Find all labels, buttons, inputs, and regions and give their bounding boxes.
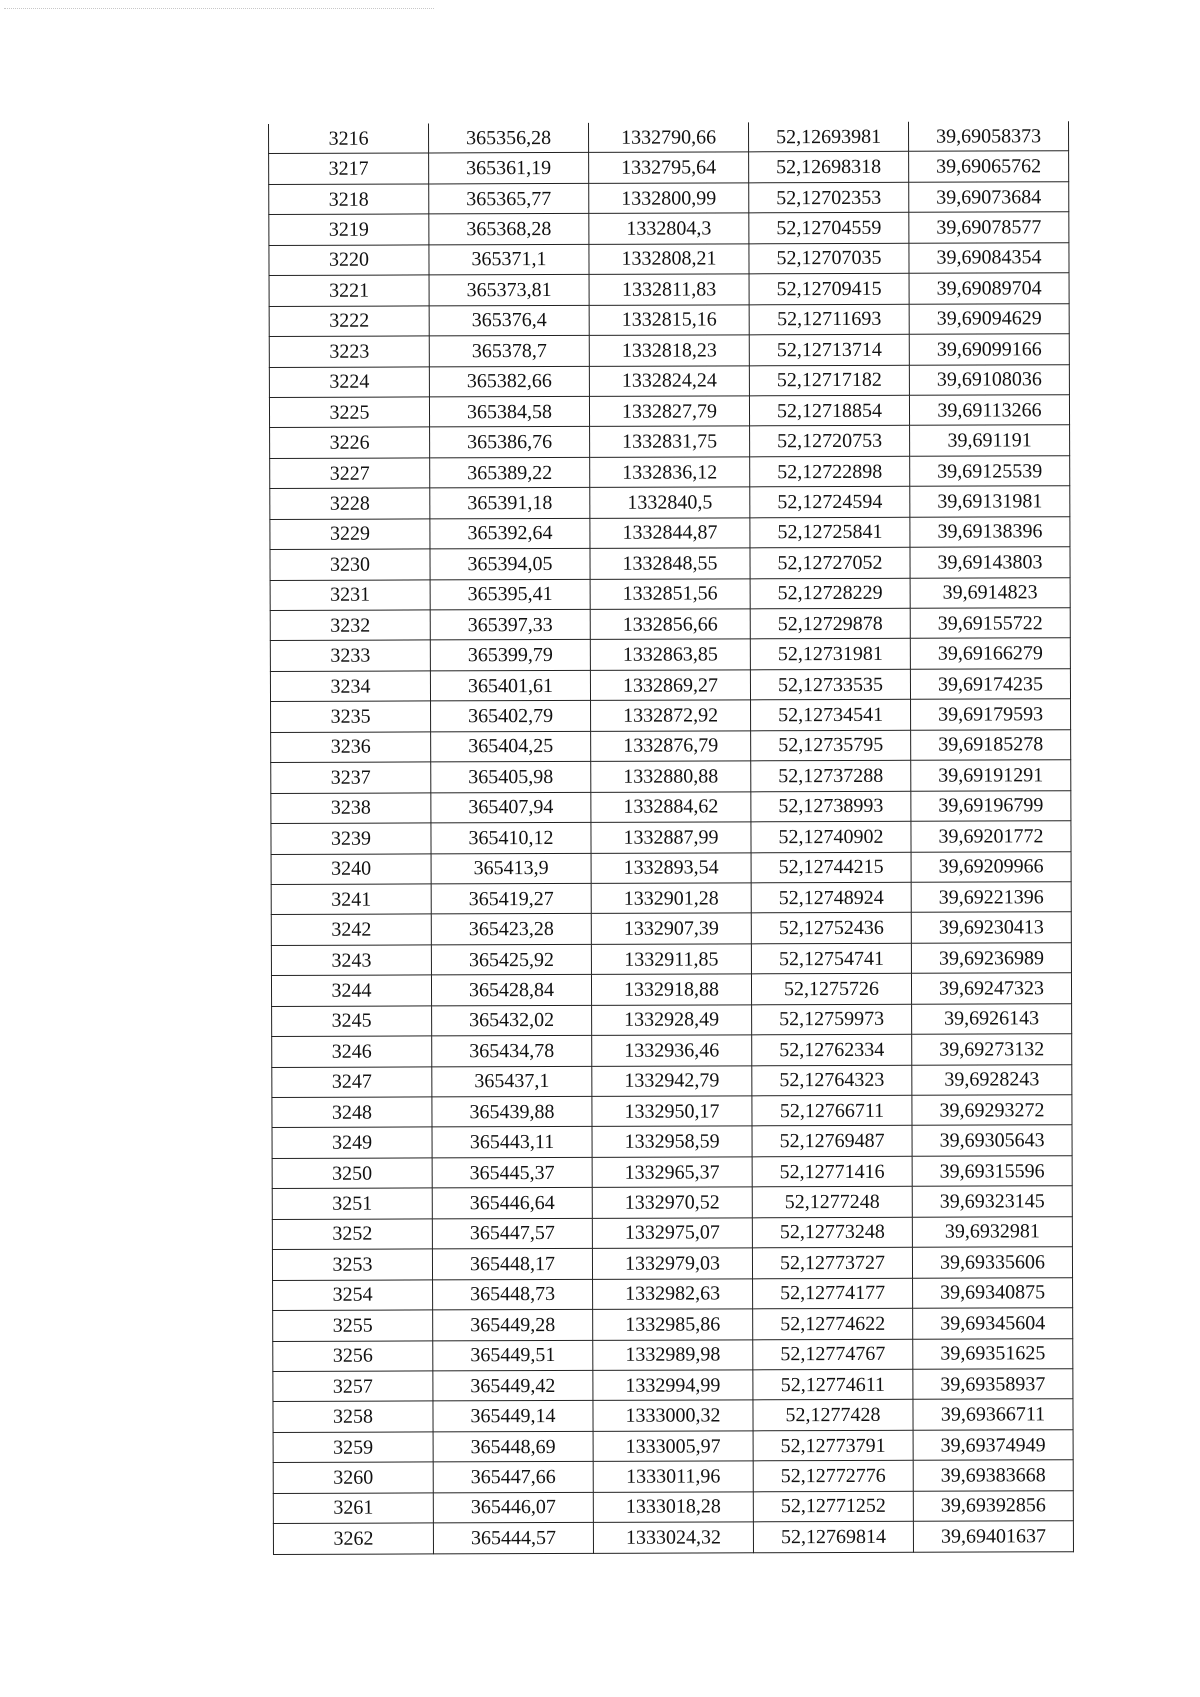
x-coordinate-cell: 365373,81	[429, 275, 589, 306]
x-coordinate-cell: 365445,37	[432, 1157, 592, 1188]
point-number-cell: 3220	[269, 245, 429, 276]
latitude-cell: 52,12702353	[749, 182, 909, 213]
y-coordinate-cell: 1332994,99	[593, 1370, 753, 1401]
latitude-cell: 52,12773248	[752, 1217, 912, 1248]
latitude-cell: 52,1275726	[751, 974, 911, 1005]
point-number-cell: 3260	[273, 1462, 433, 1493]
y-coordinate-cell: 1332824,24	[589, 365, 749, 396]
y-coordinate-cell: 1332811,83	[589, 274, 749, 305]
table-row	[270, 547, 1070, 580]
table-row	[271, 760, 1071, 793]
y-coordinate-cell: 1332863,85	[590, 639, 750, 670]
longitude-cell: 39,69366711	[913, 1399, 1073, 1430]
latitude-cell: 52,12709415	[749, 273, 909, 304]
y-coordinate-cell: 1332876,79	[591, 731, 751, 762]
latitude-cell: 52,1277428	[753, 1400, 913, 1431]
table-row	[271, 699, 1071, 732]
x-coordinate-cell: 365449,28	[433, 1309, 593, 1340]
y-coordinate-cell: 1332880,88	[591, 761, 751, 792]
longitude-cell: 39,6932981	[912, 1216, 1072, 1247]
longitude-cell: 39,69273132	[912, 1034, 1072, 1065]
table-row	[273, 1308, 1073, 1341]
longitude-cell: 39,69230413	[911, 912, 1071, 943]
latitude-cell: 52,12773727	[752, 1247, 912, 1278]
longitude-cell: 39,69358937	[913, 1369, 1073, 1400]
latitude-cell: 52,12713714	[749, 334, 909, 365]
x-coordinate-cell: 365448,17	[432, 1249, 592, 1280]
point-number-cell: 3254	[273, 1280, 433, 1311]
y-coordinate-cell: 1332818,23	[589, 335, 749, 366]
x-coordinate-cell: 365382,66	[429, 366, 589, 397]
y-coordinate-cell: 1332979,03	[592, 1248, 752, 1279]
latitude-cell: 52,12718854	[749, 395, 909, 426]
point-number-cell: 3242	[271, 914, 431, 945]
latitude-cell: 52,12724594	[750, 487, 910, 518]
latitude-cell: 52,12764323	[752, 1065, 912, 1096]
x-coordinate-cell: 365448,69	[433, 1431, 593, 1462]
longitude-cell: 39,69166279	[910, 638, 1070, 669]
x-coordinate-cell: 365449,51	[433, 1340, 593, 1371]
table-row	[271, 851, 1071, 884]
y-coordinate-cell: 1333005,97	[593, 1431, 753, 1462]
latitude-cell: 52,12771416	[752, 1156, 912, 1187]
latitude-cell: 52,12771252	[753, 1491, 913, 1522]
x-coordinate-cell: 365392,64	[430, 518, 590, 549]
table-row	[273, 1338, 1073, 1371]
longitude-cell: 39,6928243	[912, 1064, 1072, 1095]
longitude-cell: 39,69196799	[911, 790, 1071, 821]
longitude-cell: 39,69351625	[913, 1338, 1073, 1369]
y-coordinate-cell: 1332827,79	[589, 396, 749, 427]
table-row	[273, 1277, 1073, 1310]
point-number-cell: 3259	[273, 1432, 433, 1463]
x-coordinate-cell: 365386,76	[430, 427, 590, 458]
x-coordinate-cell: 365389,22	[430, 457, 590, 488]
longitude-cell: 39,69201772	[911, 821, 1071, 852]
point-number-cell: 3244	[271, 975, 431, 1006]
y-coordinate-cell: 1333000,32	[593, 1400, 753, 1431]
longitude-cell: 39,69179593	[911, 699, 1071, 730]
x-coordinate-cell: 365391,18	[430, 488, 590, 519]
table-row	[273, 1460, 1073, 1493]
table-row	[270, 456, 1070, 489]
scan-artifact-line	[4, 8, 434, 10]
x-coordinate-cell: 365410,12	[431, 822, 591, 853]
y-coordinate-cell: 1332800,99	[589, 183, 749, 214]
point-number-cell: 3255	[273, 1310, 433, 1341]
y-coordinate-cell: 1332965,37	[592, 1157, 752, 1188]
latitude-cell: 52,12711693	[749, 304, 909, 335]
point-number-cell: 3248	[272, 1097, 432, 1128]
table-row	[270, 608, 1070, 641]
latitude-cell: 52,12729878	[750, 608, 910, 639]
latitude-cell: 52,12759973	[752, 1004, 912, 1035]
longitude-cell: 39,69315596	[912, 1156, 1072, 1187]
longitude-cell: 39,69131981	[910, 486, 1070, 517]
y-coordinate-cell: 1332836,12	[590, 457, 750, 488]
longitude-cell: 39,69392856	[913, 1490, 1073, 1521]
longitude-cell: 39,69058373	[908, 121, 1068, 151]
x-coordinate-cell: 365432,02	[432, 1005, 592, 1036]
point-number-cell: 3230	[270, 549, 430, 580]
x-coordinate-cell: 365443,11	[432, 1127, 592, 1158]
x-coordinate-cell: 365399,79	[430, 640, 590, 671]
longitude-cell: 39,69185278	[911, 729, 1071, 760]
y-coordinate-cell: 1332815,16	[589, 304, 749, 335]
latitude-cell: 52,12766711	[752, 1095, 912, 1126]
point-number-cell: 3226	[270, 427, 430, 458]
point-number-cell: 3217	[269, 153, 429, 184]
x-coordinate-cell: 365449,14	[433, 1401, 593, 1432]
table-row	[271, 943, 1071, 976]
table-row	[272, 1216, 1072, 1249]
longitude-cell: 39,69065762	[909, 151, 1069, 182]
x-coordinate-cell: 365361,19	[429, 153, 589, 184]
x-coordinate-cell: 365356,28	[428, 123, 588, 153]
table-row	[270, 516, 1070, 549]
x-coordinate-cell: 365434,78	[432, 1036, 592, 1067]
coordinates-table-container	[268, 121, 1073, 1554]
point-number-cell: 3238	[271, 793, 431, 824]
table-row	[269, 334, 1069, 367]
y-coordinate-cell: 1332970,52	[592, 1187, 752, 1218]
longitude-cell: 39,69221396	[911, 882, 1071, 913]
x-coordinate-cell: 365439,88	[432, 1096, 592, 1127]
latitude-cell: 52,12722898	[750, 456, 910, 487]
y-coordinate-cell: 1332907,39	[591, 913, 751, 944]
point-number-cell: 3251	[272, 1188, 432, 1219]
latitude-cell: 52,12698318	[749, 152, 909, 183]
y-coordinate-cell: 1332989,98	[593, 1339, 753, 1370]
point-number-cell: 3229	[270, 519, 430, 550]
point-number-cell: 3241	[271, 884, 431, 915]
x-coordinate-cell: 365384,58	[429, 396, 589, 427]
x-coordinate-cell: 365428,84	[431, 975, 591, 1006]
point-number-cell: 3258	[273, 1401, 433, 1432]
point-number-cell: 3247	[272, 1066, 432, 1097]
table-row	[269, 182, 1069, 215]
point-number-cell: 3216	[269, 123, 429, 153]
longitude-cell: 39,69125539	[910, 456, 1070, 487]
table-row	[271, 912, 1071, 945]
table-row	[269, 151, 1069, 184]
point-number-cell: 3261	[273, 1493, 433, 1524]
longitude-cell: 39,69108036	[909, 364, 1069, 395]
table-row	[269, 364, 1069, 397]
longitude-cell: 39,69174235	[910, 669, 1070, 700]
point-number-cell: 3235	[271, 701, 431, 732]
table-row	[270, 577, 1070, 610]
y-coordinate-cell: 1332901,28	[591, 883, 751, 914]
table-row	[272, 1186, 1072, 1219]
latitude-cell: 52,12735795	[751, 730, 911, 761]
table-row	[270, 425, 1070, 458]
latitude-cell: 52,12737288	[751, 760, 911, 791]
latitude-cell: 52,12752436	[751, 913, 911, 944]
longitude-cell: 39,69340875	[913, 1277, 1073, 1308]
point-number-cell: 3233	[270, 640, 430, 671]
table-row	[271, 973, 1071, 1006]
x-coordinate-cell: 365437,1	[432, 1066, 592, 1097]
point-number-cell: 3243	[271, 945, 431, 976]
y-coordinate-cell: 1332844,87	[590, 518, 750, 549]
point-number-cell: 3227	[270, 458, 430, 489]
longitude-cell: 39,69293272	[912, 1095, 1072, 1126]
point-number-cell: 3222	[269, 306, 429, 337]
latitude-cell: 52,1277248	[752, 1187, 912, 1218]
x-coordinate-cell: 365402,79	[431, 701, 591, 732]
longitude-cell: 39,69155722	[910, 608, 1070, 639]
point-number-cell: 3231	[270, 579, 430, 610]
x-coordinate-cell: 365446,64	[432, 1188, 592, 1219]
y-coordinate-cell: 1332872,92	[591, 700, 751, 731]
x-coordinate-cell: 365448,73	[433, 1279, 593, 1310]
x-coordinate-cell: 365376,4	[429, 305, 589, 336]
latitude-cell: 52,12744215	[751, 852, 911, 883]
latitude-cell: 52,12731981	[750, 639, 910, 670]
y-coordinate-cell: 1332808,21	[589, 244, 749, 275]
x-coordinate-cell: 365405,98	[431, 762, 591, 793]
x-coordinate-cell: 365447,57	[432, 1218, 592, 1249]
x-coordinate-cell: 365413,9	[431, 853, 591, 884]
point-number-cell: 3224	[269, 366, 429, 397]
longitude-cell: 39,69305643	[912, 1125, 1072, 1156]
point-number-cell: 3236	[271, 732, 431, 763]
y-coordinate-cell: 1332804,3	[589, 213, 749, 244]
x-coordinate-cell: 365446,07	[433, 1492, 593, 1523]
point-number-cell: 3252	[272, 1219, 432, 1250]
y-coordinate-cell: 1332985,86	[593, 1309, 753, 1340]
latitude-cell: 52,12769487	[752, 1126, 912, 1157]
table-row	[272, 1125, 1072, 1158]
x-coordinate-cell: 365368,28	[429, 214, 589, 245]
point-number-cell: 3223	[269, 336, 429, 367]
x-coordinate-cell: 365397,33	[430, 609, 590, 640]
latitude-cell: 52,12733535	[750, 669, 910, 700]
point-number-cell: 3219	[269, 214, 429, 245]
table-row	[269, 121, 1069, 154]
latitude-cell: 52,12707035	[749, 243, 909, 274]
longitude-cell: 39,69099166	[909, 334, 1069, 365]
latitude-cell: 52,12773791	[753, 1430, 913, 1461]
x-coordinate-cell: 365371,1	[429, 244, 589, 275]
latitude-cell: 52,12772776	[753, 1461, 913, 1492]
y-coordinate-cell: 1332851,56	[590, 578, 750, 609]
y-coordinate-cell: 1332918,88	[591, 974, 751, 1005]
point-number-cell: 3232	[270, 610, 430, 641]
latitude-cell: 52,12748924	[751, 882, 911, 913]
longitude-cell: 39,69374949	[913, 1430, 1073, 1461]
longitude-cell: 39,69401637	[913, 1521, 1073, 1552]
y-coordinate-cell: 1332869,27	[590, 670, 750, 701]
longitude-cell: 39,69335606	[912, 1247, 1072, 1278]
x-coordinate-cell: 365407,94	[431, 792, 591, 823]
longitude-cell: 39,69247323	[911, 973, 1071, 1004]
point-number-cell: 3250	[272, 1158, 432, 1189]
x-coordinate-cell: 365423,28	[431, 914, 591, 945]
latitude-cell: 52,12725841	[750, 517, 910, 548]
point-number-cell: 3249	[272, 1127, 432, 1158]
y-coordinate-cell: 1332840,5	[590, 487, 750, 518]
table-row	[271, 729, 1071, 762]
coordinates-table	[268, 121, 1074, 1554]
longitude-cell: 39,69089704	[909, 273, 1069, 304]
point-number-cell: 3246	[272, 1036, 432, 1067]
longitude-cell: 39,69143803	[910, 547, 1070, 578]
longitude-cell: 39,69236989	[911, 943, 1071, 974]
latitude-cell: 52,12693981	[748, 122, 908, 152]
latitude-cell: 52,12740902	[751, 821, 911, 852]
y-coordinate-cell: 1333011,96	[593, 1461, 753, 1492]
y-coordinate-cell: 1332893,54	[591, 852, 751, 883]
x-coordinate-cell: 365425,92	[431, 944, 591, 975]
point-number-cell: 3239	[271, 823, 431, 854]
x-coordinate-cell: 365449,42	[433, 1370, 593, 1401]
table-row	[272, 1156, 1072, 1189]
longitude-cell: 39,69138396	[910, 516, 1070, 547]
y-coordinate-cell: 1332982,63	[593, 1278, 753, 1309]
point-number-cell: 3257	[273, 1371, 433, 1402]
point-number-cell: 3221	[269, 275, 429, 306]
longitude-cell: 39,69073684	[909, 182, 1069, 213]
point-number-cell: 3256	[273, 1340, 433, 1371]
latitude-cell: 52,12754741	[751, 943, 911, 974]
y-coordinate-cell: 1332887,99	[591, 822, 751, 853]
point-number-cell: 3228	[270, 488, 430, 519]
y-coordinate-cell: 1332795,64	[589, 152, 749, 183]
table-row	[273, 1399, 1073, 1432]
point-number-cell: 3262	[273, 1523, 433, 1554]
table-row	[272, 1095, 1072, 1128]
y-coordinate-cell: 1333024,32	[593, 1522, 753, 1553]
point-number-cell: 3234	[270, 671, 430, 702]
table-row	[272, 1064, 1072, 1097]
x-coordinate-cell: 365395,41	[430, 579, 590, 610]
table-row	[271, 821, 1071, 854]
longitude-cell: 39,69383668	[913, 1460, 1073, 1491]
longitude-cell: 39,6914823	[910, 577, 1070, 608]
table-row	[269, 212, 1069, 245]
table-row	[273, 1369, 1073, 1402]
latitude-cell: 52,12727052	[750, 547, 910, 578]
x-coordinate-cell: 365401,61	[430, 670, 590, 701]
table-row	[270, 638, 1070, 671]
latitude-cell: 52,12769814	[753, 1521, 913, 1552]
latitude-cell: 52,12728229	[750, 578, 910, 609]
x-coordinate-cell: 365365,77	[429, 183, 589, 214]
table-row	[273, 1490, 1073, 1523]
table-row	[270, 486, 1070, 519]
point-number-cell: 3253	[272, 1249, 432, 1280]
longitude-cell: 39,69078577	[909, 212, 1069, 243]
latitude-cell: 52,12774767	[753, 1339, 913, 1370]
table-row	[269, 242, 1069, 275]
y-coordinate-cell: 1332856,66	[590, 609, 750, 640]
longitude-cell: 39,691191	[910, 425, 1070, 456]
point-number-cell: 3245	[272, 1006, 432, 1037]
point-number-cell: 3237	[271, 762, 431, 793]
table-row	[269, 273, 1069, 306]
point-number-cell: 3240	[271, 853, 431, 884]
longitude-cell: 39,6926143	[912, 1003, 1072, 1034]
longitude-cell: 39,69084354	[909, 242, 1069, 273]
table-row	[271, 882, 1071, 915]
latitude-cell: 52,12704559	[749, 213, 909, 244]
x-coordinate-cell: 365404,25	[431, 731, 591, 762]
longitude-cell: 39,69209966	[911, 851, 1071, 882]
x-coordinate-cell: 365394,05	[430, 549, 590, 580]
point-number-cell: 3218	[269, 184, 429, 215]
y-coordinate-cell: 1332942,79	[592, 1065, 752, 1096]
y-coordinate-cell: 1332936,46	[592, 1035, 752, 1066]
table-row	[272, 1247, 1072, 1280]
latitude-cell: 52,12717182	[749, 365, 909, 396]
latitude-cell: 52,12774611	[753, 1369, 913, 1400]
y-coordinate-cell: 1332950,17	[592, 1096, 752, 1127]
y-coordinate-cell: 1332911,85	[591, 944, 751, 975]
longitude-cell: 39,69113266	[909, 395, 1069, 426]
table-row	[272, 1034, 1072, 1067]
y-coordinate-cell: 1332975,07	[592, 1218, 752, 1249]
longitude-cell: 39,69094629	[909, 303, 1069, 334]
y-coordinate-cell: 1333018,28	[593, 1492, 753, 1523]
table-row	[273, 1521, 1073, 1554]
coordinates-table-body	[269, 121, 1074, 1554]
x-coordinate-cell: 365378,7	[429, 335, 589, 366]
y-coordinate-cell: 1332958,59	[592, 1126, 752, 1157]
y-coordinate-cell: 1332831,75	[590, 426, 750, 457]
longitude-cell: 39,69323145	[912, 1186, 1072, 1217]
latitude-cell: 52,12762334	[752, 1034, 912, 1065]
x-coordinate-cell: 365419,27	[431, 883, 591, 914]
y-coordinate-cell: 1332790,66	[588, 122, 748, 152]
latitude-cell: 52,12738993	[751, 791, 911, 822]
latitude-cell: 52,12734541	[751, 700, 911, 731]
latitude-cell: 52,12774177	[753, 1278, 913, 1309]
point-number-cell: 3225	[269, 397, 429, 428]
latitude-cell: 52,12774622	[753, 1308, 913, 1339]
x-coordinate-cell: 365447,66	[433, 1462, 593, 1493]
y-coordinate-cell: 1332848,55	[590, 548, 750, 579]
y-coordinate-cell: 1332928,49	[592, 1005, 752, 1036]
latitude-cell: 52,12720753	[750, 426, 910, 457]
table-row	[269, 303, 1069, 336]
longitude-cell: 39,69345604	[913, 1308, 1073, 1339]
longitude-cell: 39,69191291	[911, 760, 1071, 791]
table-row	[270, 669, 1070, 702]
table-row	[269, 395, 1069, 428]
table-row	[271, 790, 1071, 823]
y-coordinate-cell: 1332884,62	[591, 791, 751, 822]
table-row	[272, 1003, 1072, 1036]
x-coordinate-cell: 365444,57	[433, 1522, 593, 1553]
table-row	[273, 1430, 1073, 1463]
